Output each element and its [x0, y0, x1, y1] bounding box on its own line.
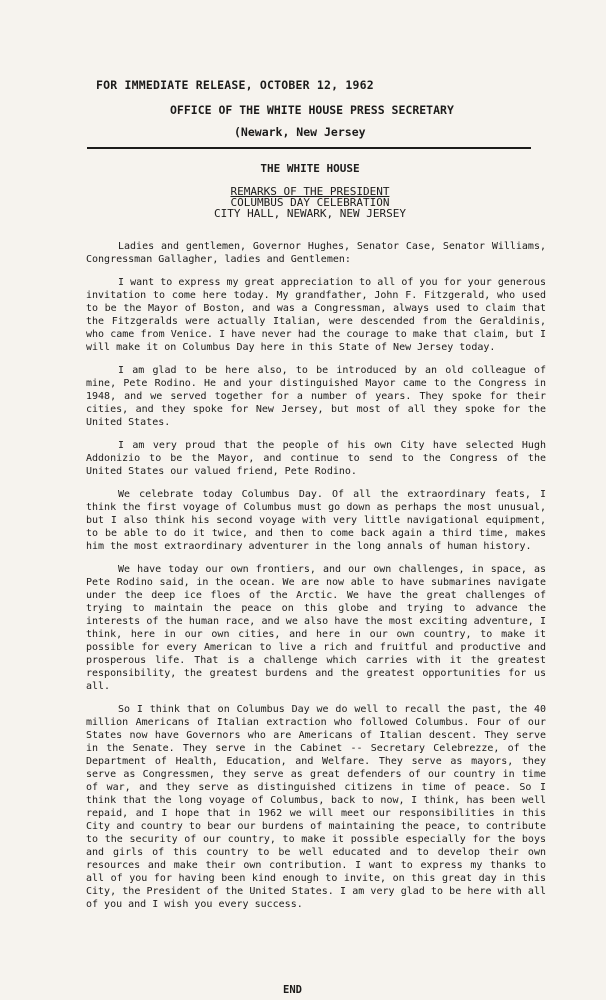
paragraph: I want to express my great appreciation to all of you for your generous invitation to come here today. My grandfather, John F. Fitzgerald, who used to be the Mayor of Boston, and was a Congressman, always used to claim that the Fitzgeralds were actually Italian, were descended from the Geraldinis, who came from Venice. I have never had the courage to make that claim, but I will make it on Columbus Day here in this State of New Jersey today.: [86, 277, 546, 353]
occasion-heading: COLUMBUS DAY CELEBRATION: [230, 196, 390, 209]
place-heading: CITY HALL, NEWARK, NEW JERSEY: [213, 207, 407, 220]
speech-body: [86, 240, 546, 921]
header-divider: [87, 147, 531, 149]
white-house-heading: THE WHITE HOUSE: [260, 162, 360, 175]
paragraph: Ladies and gentlemen, Governor Hughes, Senator Case, Senator Williams, Congressman Gallagher, ladies and Gentlemen:: [86, 241, 546, 265]
release-date-line: FOR IMMEDIATE RELEASE, OCTOBER 12, 1962: [96, 78, 374, 92]
paragraph: We have today our own frontiers, and our own challenges, in space, as Pete Rodino said, in the ocean. We are now able to have submarines navigate under the deep ice floes of the Arctic. We have the great challenges of trying to maintain the peace on this globe and trying to advance the interests of the human race, and we also have the most exciting adventure, I think, here in our own cities, and here in our own country, to make it possible for every American to live a rich and fruitful and productive and prosperous life. That is a challenge which carries with it the greatest responsibility, the greatest burdens and the greatest opportunities for us all.: [86, 564, 546, 692]
location-line: (Newark, New Jersey: [234, 125, 366, 139]
paragraph: We celebrate today Columbus Day. Of all the extraordinary feats, I think the first voyage of Columbus must go down as perhaps the most unusual, but I also think his second voyage with very little navigational equipment, to be able to do it twice, and then to come back again a third time, makes him the most extraordinary adventurer in the long annals of human history.: [86, 489, 546, 552]
paragraph: I am glad to be here also, to be introduced by an old colleague of mine, Pete Rodino. He and your distinguished Mayor came to the Congress in 1948, and we served together for a number of years. They spoke for their cities, and they spoke for New Jersey, but most of all they spoke for the United States.: [86, 365, 546, 428]
remarks-heading: REMARKS OF THE PRESIDENT: [230, 185, 390, 198]
office-line: OFFICE OF THE WHITE HOUSE PRESS SECRETARY: [170, 103, 454, 117]
paragraph: I am very proud that the people of his own City have selected Hugh Addonizio to be the Mayor, and continue to send to the Congress of the United States our valued friend, Pete Rodino.: [86, 440, 546, 477]
end-marker: END: [283, 984, 302, 996]
paragraph: So I think that on Columbus Day we do well to recall the past, the 40 million Americans of Italian extraction who followed Columbus. Four of our States now have Governors who are Americans of Italian descent. They serve in the Senate. They serve in the Cabinet -- Secretary Celebrezze, of the Department of Health, Education, and Welfare. They serve as mayors, they serve as Congressmen, they serve as great defenders of our country in time of war, and they serve as distinguished citizens in time of peace. So I think that the long voyage of Columbus, back to now, I think, has been well repaid, and I hope that in 1962 we will meet our responsibilities in this City and country to bear our burdens of maintaining the peace, to contribute to the security of our country, to make it possible especially for the boys and girls of this country to be well educated and to develop their own resources and make their own contribution. I want to express my thanks to all of you for having been kind enough to invite, on this great day in this City, the President of the United States. I am very glad to be here with all of you and I wish you every success.: [86, 704, 546, 910]
